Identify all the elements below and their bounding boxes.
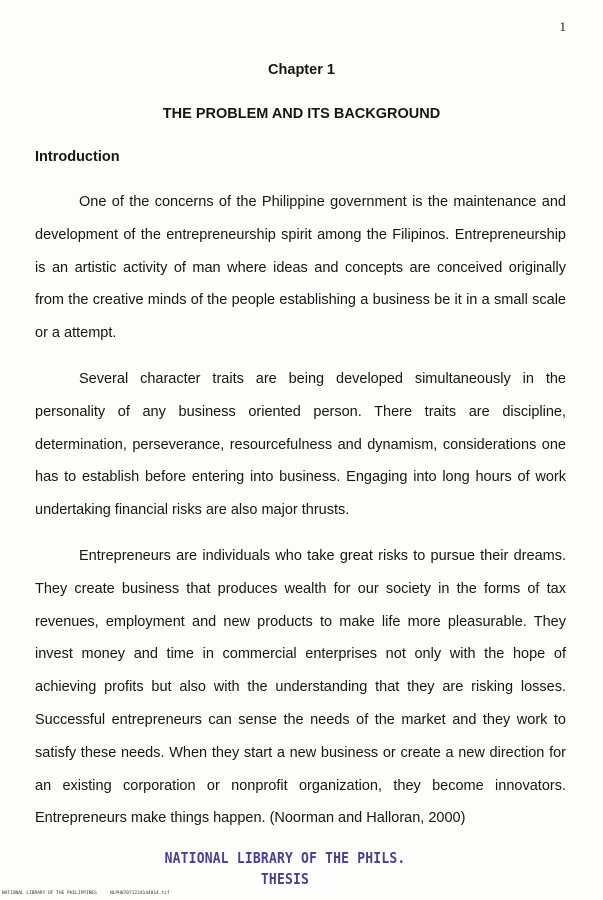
paragraph-1: One of the concerns of the Philippine government is the maintenance and development of the entrepreneurship spirit among the Filipinos. Entrepreneurship is an artistic activity of man where ideas and concepts are conceived originally from the creative minds of the people establishing a business be it in a small scale or a attempt. xyxy=(35,194,566,342)
stamp-line-1: NATIONAL LIBRARY OF THE PHILS. xyxy=(164,850,406,868)
paragraph-2: Several character traits are being developed simultaneously in the personality of any business oriented person. There traits are discipline, determination, perseverance, resourcefulness and dynamism, considerations one has to establish before entering into business. Engaging into long hours of work undertaking financial risks are also major thrusts. xyxy=(35,370,566,519)
chapter-label-text: Chapter 1 xyxy=(268,62,335,78)
footer-file-name: NLPH07071224144814.tif xyxy=(110,891,170,896)
page-number: 1 xyxy=(559,19,566,34)
stamp-line-2: THESIS xyxy=(260,871,310,889)
chapter-label xyxy=(0,62,603,78)
paragraph-3: Entrepreneurs are individuals who take great risks to pursue their dreams. They create business that produces wealth for our society in the forms of tax revenues, employment and new products to make life more pleasurable. They invest money and time in commercial enterprises not only with the hope of achieving profits but also with the understanding that they are risking losses. Successful entrepreneurs can sense the needs of the market and they work to satisfy these needs. When they start a new business or create a new direction for an existing corporation or nonprofit organization, they become innovators. Entrepreneurs make things happen. (Noorman and Halloran, 2000) xyxy=(35,547,566,827)
body-text xyxy=(35,186,566,835)
library-stamp xyxy=(150,849,420,890)
section-heading: Introduction xyxy=(35,149,120,165)
footer-library-name: NATIONAL LIBRARY OF THE PHILIPPINES xyxy=(2,891,97,896)
chapter-title: THE PROBLEM AND ITS BACKGROUND xyxy=(162,106,441,122)
